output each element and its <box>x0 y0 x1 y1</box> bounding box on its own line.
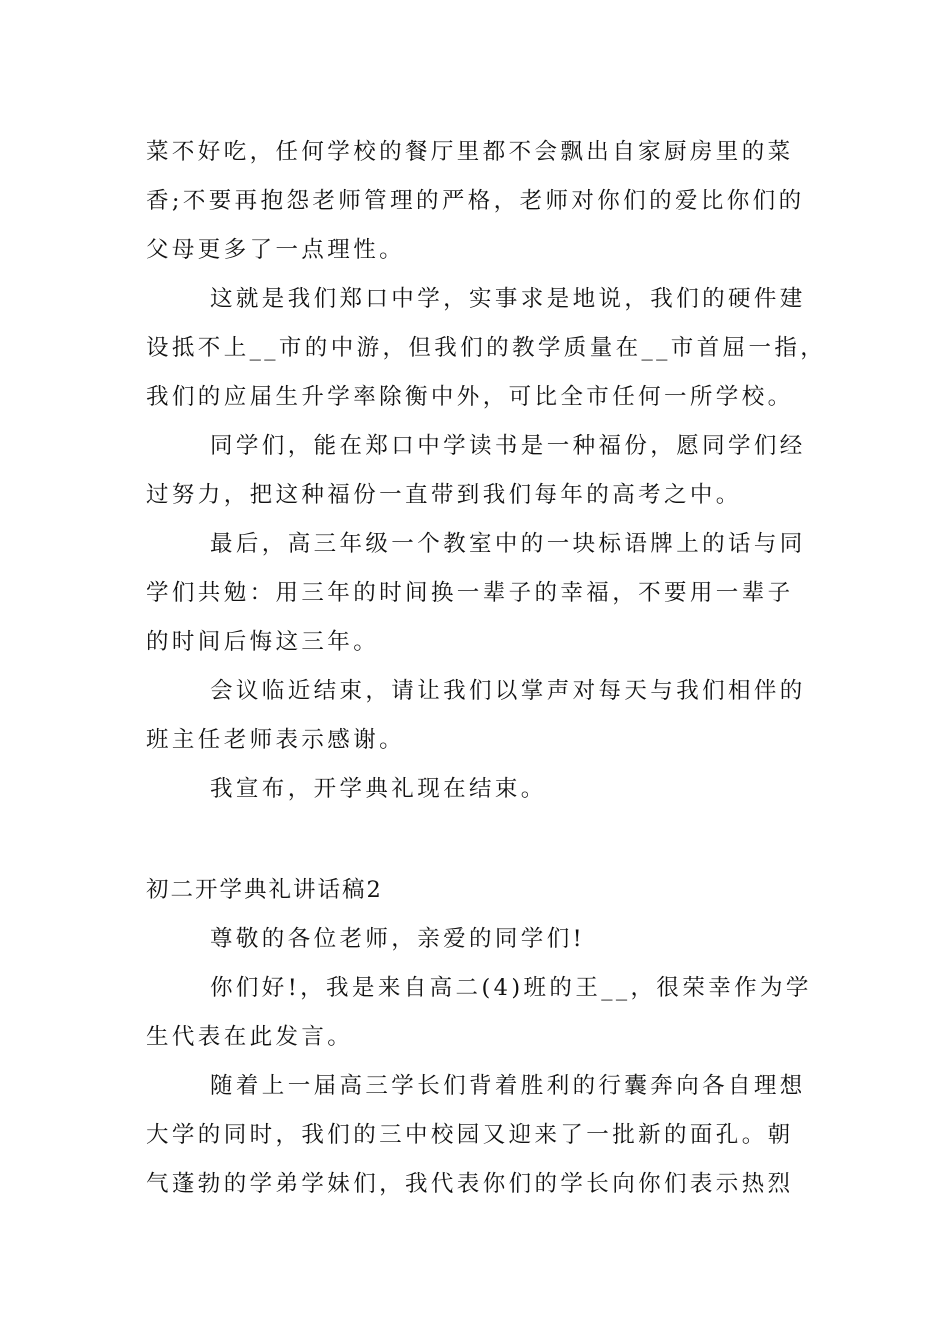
closing-line: 我宣布，开学典礼现在结束。 <box>210 776 547 802</box>
text-line: 的时间后悔这三年。 <box>146 629 380 655</box>
text-line: 大学的同时，我们的三中校园又迎来了一批新的面孔。朝 <box>146 1122 794 1148</box>
text-line: 香;不要再抱怨老师管理的严格，老师对你们的爱比你们的 <box>146 188 805 214</box>
text-line: 父母更多了一点理性。 <box>146 237 406 263</box>
paragraph-start-line: 你们好!，我是来自高二(4)班的王__，很荣幸作为学 <box>210 975 812 1001</box>
paragraph-start-line: 会议临近结束，请让我们以掌声对每天与我们相伴的 <box>210 678 806 704</box>
greeting-line: 尊敬的各位老师，亲爱的同学们! <box>210 926 586 952</box>
text-line: 我们的应届生升学率除衡中外，可比全市任何一所学校。 <box>146 384 794 410</box>
section-heading: 初二开学典礼讲话稿2 <box>146 877 383 903</box>
text-line: 学们共勉：用三年的时间换一辈子的幸福，不要用一辈子 <box>146 580 794 606</box>
text-line: 菜不好吃，任何学校的餐厅里都不会飘出自家厨房里的菜 <box>146 139 794 165</box>
text-line: 气蓬勃的学弟学妹们，我代表你们的学长向你们表示热烈 <box>146 1171 794 1197</box>
paragraph-start-line: 同学们，能在郑口中学读书是一种福份，愿同学们经 <box>210 433 806 459</box>
speech-continuation <box>146 128 827 814</box>
speech-two <box>146 866 810 1209</box>
paragraph-start-line: 随着上一届高三学长们背着胜利的行囊奔向各自理想 <box>210 1073 806 1099</box>
text-line: 过努力，把这种福份一直带到我们每年的高考之中。 <box>146 482 742 508</box>
paragraph-start-line: 这就是我们郑口中学，实事求是地说，我们的硬件建 <box>210 286 806 312</box>
text-line: 设抵不上__市的中游，但我们的教学质量在__市首屈一指， <box>146 335 827 361</box>
text-line: 生代表在此发言。 <box>146 1024 354 1050</box>
paragraph-start-line: 最后，高三年级一个教室中的一块标语牌上的话与同 <box>210 531 806 557</box>
text-line: 班主任老师表示感谢。 <box>146 727 406 753</box>
